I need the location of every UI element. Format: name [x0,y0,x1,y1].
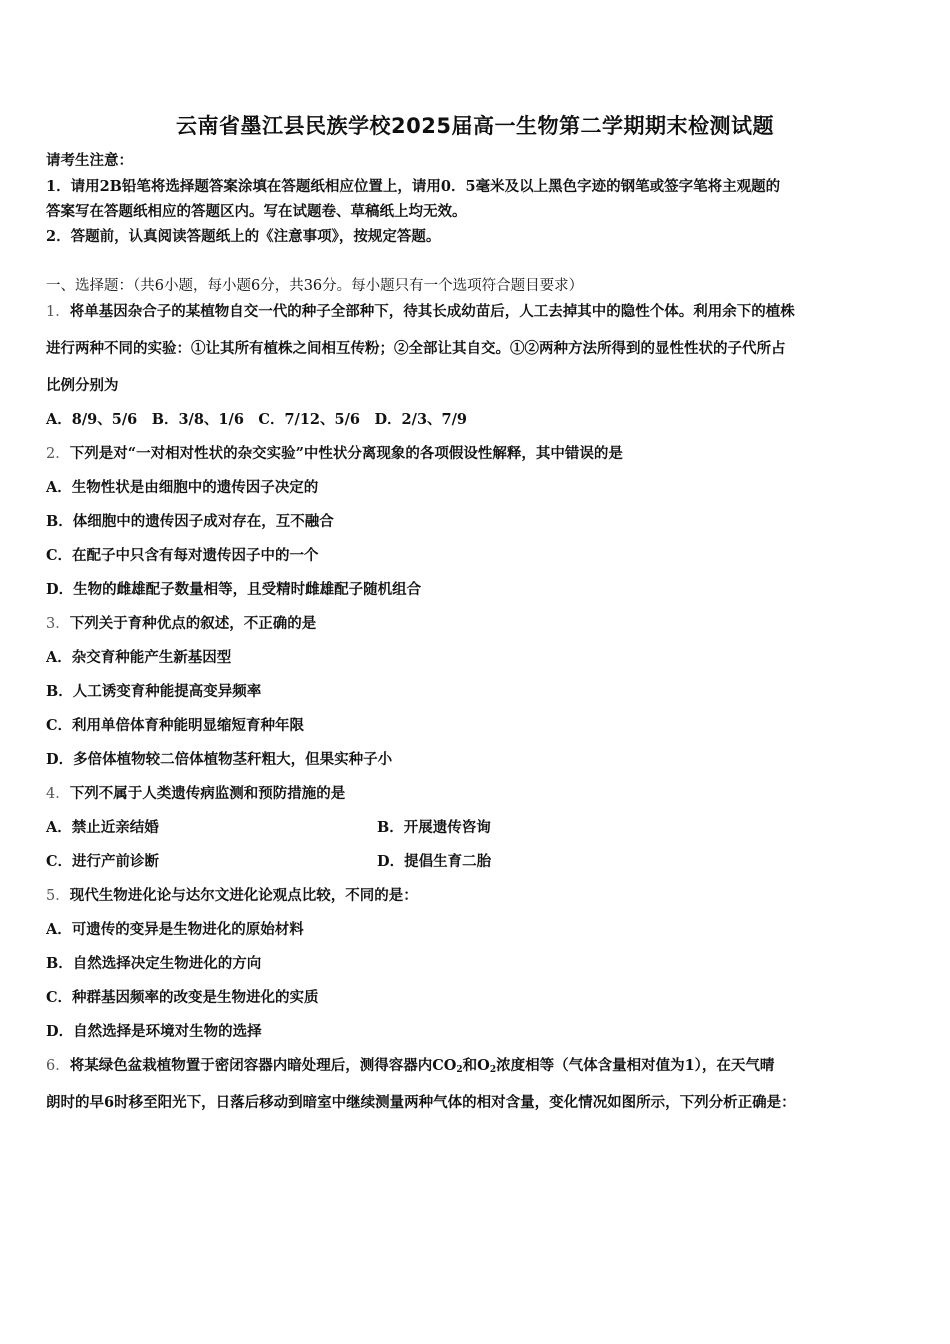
question-number: 4． [46,786,70,802]
question-2-option-d: D．生物的雌雄配子数量相等，且受精时雌雄配子随机组合 [46,581,422,598]
question-text: 下列不属于人类遗传病监测和预防措施的是 [69,785,346,802]
question-2-option-c: C．在配子中只含有每对遗传因子中的一个 [46,547,319,564]
question-number: 1． [46,304,70,320]
question-5-option-d: D．自然选择是环境对生物的选择 [46,1023,262,1040]
notice-heading: 请考生注意： [46,152,133,169]
question-number: 3． [46,616,70,632]
question-3-option-c: C．利用单倍体育种能明显缩短育种年限 [46,717,305,734]
question-number: 6． [46,1058,70,1074]
notice-line-3: 2．答题前，认真阅读答题纸上的《注意事项》，按规定答题。 [46,228,441,245]
co2-formula: $CO_2$ [432,1057,463,1075]
question-4-stem [46,784,345,804]
question-3-option-d: D．多倍体植物较二倍体植物茎秆粗大，但果实种子小 [46,751,393,768]
question-1-line-2: 进行两种不同的实验：①让其所有植株之间相互传粉；②全部让其自交。①②两种方法所得到的显性性状的子代所占 [46,340,786,357]
question-text: 下列关于育种优点的叙述，不正确的是 [69,615,317,632]
question-1-line-3: 比例分别为 [46,377,119,394]
question-6-line-1 [46,1056,774,1080]
question-2-stem [46,444,623,464]
notice-line-1: 1．请用2B铅笔将选择题答案涂填在答题纸相应位置上，请用0．5毫米及以上黑色字迹的钢笔或签字笔将主观题的 [46,178,781,195]
question-text: 将某绿色盆栽植物置于密闭容器内暗处理后，测得容器内 [69,1057,433,1074]
notice-line-2: 答案写在答题纸相应的答题区内。写在试题卷、草稿纸上均无效。 [46,203,467,220]
question-4-option-d: D．提倡生育二胎 [377,853,492,870]
question-3-option-a: A．杂交育种能产生新基因型 [46,649,232,666]
question-3-stem [46,614,316,634]
section-heading: 一、选择题：（共6小题，每小题6分，共36分。每小题只有一个选项符合题目要求） [46,278,584,294]
question-4-option-c: C．进行产前诊断 [46,853,160,870]
question-4-option-a: A．禁止近亲结婚 [46,819,159,836]
question-text: 下列是对“一对相对性状的杂交实验”中性状分离现象的各项假设性解释，其中错误的是 [69,445,623,462]
question-text-cont: 浓度相等（气体含量相对值为1），在天气晴 [496,1057,775,1074]
question-5-stem [46,886,418,906]
question-5-option-c: C．种群基因频率的改变是生物进化的实质 [46,989,319,1006]
question-text: 现代生物进化论与达尔文进化论观点比较，不同的是： [69,887,418,904]
question-text-connector: 和 [462,1057,478,1074]
question-5-option-b: B．自然选择决定生物进化的方向 [46,955,262,972]
question-number: 5． [46,888,70,904]
question-4-option-b: B．开展遗传咨询 [377,819,491,836]
o2-formula: $O_2$ [477,1057,497,1075]
question-2-option-a: A．生物性状是由细胞中的遗传因子决定的 [46,479,319,496]
question-2-option-b: B．体细胞中的遗传因子成对存在，互不融合 [46,513,334,530]
question-text: 将单基因杂合子的某植物自交一代的种子全部种下，待其长成幼苗后，人工去掉其中的隐性个体。利用余下的植株 [69,303,795,320]
question-5-option-a: A．可遗传的变异是生物进化的原始材料 [46,921,304,938]
question-1-line-1 [46,302,795,322]
page-title: 云南省墨江县民族学校2025届高一生物第二学期期末检测试题 [176,114,774,138]
question-6-line-2: 朗时的早6时移至阳光下，日落后移动到暗室中继续测量两种气体的相对含量，变化情况如图所示，下列分析正确是： [46,1094,796,1111]
question-3-option-b: B．人工诱变育种能提高变异频率 [46,683,262,700]
question-1-options: A．8/9、5/6 B．3/8、1/6 C．7/12、5/6 D．2/3、7/9 [46,411,468,428]
question-number: 2． [46,446,70,462]
